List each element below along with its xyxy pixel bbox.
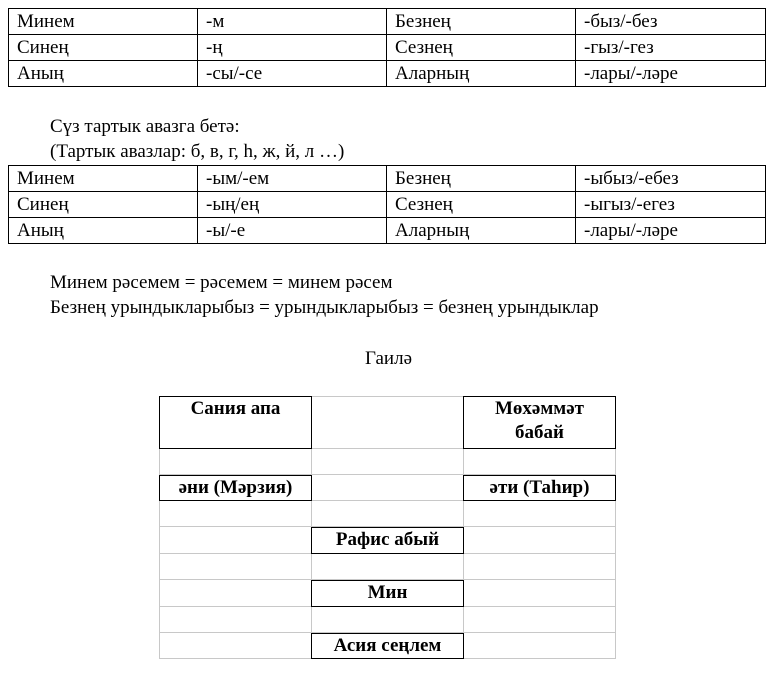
table-cell: -ың/ең xyxy=(198,192,387,218)
table-cell: Синең xyxy=(9,35,198,61)
grandfather-name-line-1: Мөхәммәт xyxy=(494,398,585,419)
table-cell: Сезнең xyxy=(387,192,576,218)
table-cell: Безнең xyxy=(387,166,576,192)
father-box xyxy=(463,475,616,501)
table-cell: -ң xyxy=(198,35,387,61)
table-cell: Синең xyxy=(9,192,198,218)
table-row xyxy=(9,61,766,87)
table-cell: Безнең xyxy=(387,9,576,35)
table-cell: -м xyxy=(198,9,387,35)
table-cell: -ыбыз/-ебез xyxy=(576,166,766,192)
table-row xyxy=(9,218,766,244)
table-cell: Сезнең xyxy=(387,35,576,61)
table-cell: -лары/-ләре xyxy=(576,61,766,87)
grandfather-name-line-2: бабай xyxy=(515,422,564,443)
consonant-list-text: (Тартык авазлар: б, в, г, һ, ж, й, л …) xyxy=(50,141,345,162)
example-line-1: Минем рәсемем = рәсемем = минем рәсем xyxy=(50,272,393,293)
brother-name: Рафис абый xyxy=(335,529,440,550)
table-cell: Аның xyxy=(9,218,198,244)
table-row xyxy=(9,166,766,192)
table-cell: -ы/-е xyxy=(198,218,387,244)
possessive-table-consonant xyxy=(8,165,766,244)
sister-box xyxy=(311,633,464,659)
table-cell: -лары/-ләре xyxy=(576,218,766,244)
family-tree-grid xyxy=(159,396,616,659)
self-box xyxy=(311,580,464,607)
brother-box xyxy=(311,527,464,554)
sister-name: Асия сеңлем xyxy=(333,635,442,656)
grandfather-box xyxy=(463,396,616,449)
mother-name: әни (Мәрзия) xyxy=(178,477,293,498)
grandmother-name: Сания апа xyxy=(190,398,281,419)
family-title: Гаилә xyxy=(364,348,413,369)
table-cell: Минем xyxy=(9,166,198,192)
grandmother-box xyxy=(159,396,312,449)
table-cell: -ыгыз/-егез xyxy=(576,192,766,218)
father-name: әти (Таһир) xyxy=(489,477,590,498)
example-line-2: Безнең урындыкларыбыз = урындыкларыбыз = безнең урындыклар xyxy=(50,297,599,318)
possessive-table-vowel xyxy=(8,8,766,87)
consonant-rule-text: Сүз тартык авазга бетә: xyxy=(50,116,240,137)
table-cell: -сы/-се xyxy=(198,61,387,87)
table-cell: Аның xyxy=(9,61,198,87)
table-row xyxy=(9,9,766,35)
mother-box xyxy=(159,475,312,501)
table-cell: Аларның xyxy=(387,218,576,244)
table-cell: -ым/-ем xyxy=(198,166,387,192)
self-name: Мин xyxy=(367,582,408,603)
table-cell: Минем xyxy=(9,9,198,35)
table-row xyxy=(9,192,766,218)
table-row xyxy=(9,35,766,61)
table-cell: Аларның xyxy=(387,61,576,87)
table-cell: -гыз/-гез xyxy=(576,35,766,61)
table-cell: -быз/-без xyxy=(576,9,766,35)
